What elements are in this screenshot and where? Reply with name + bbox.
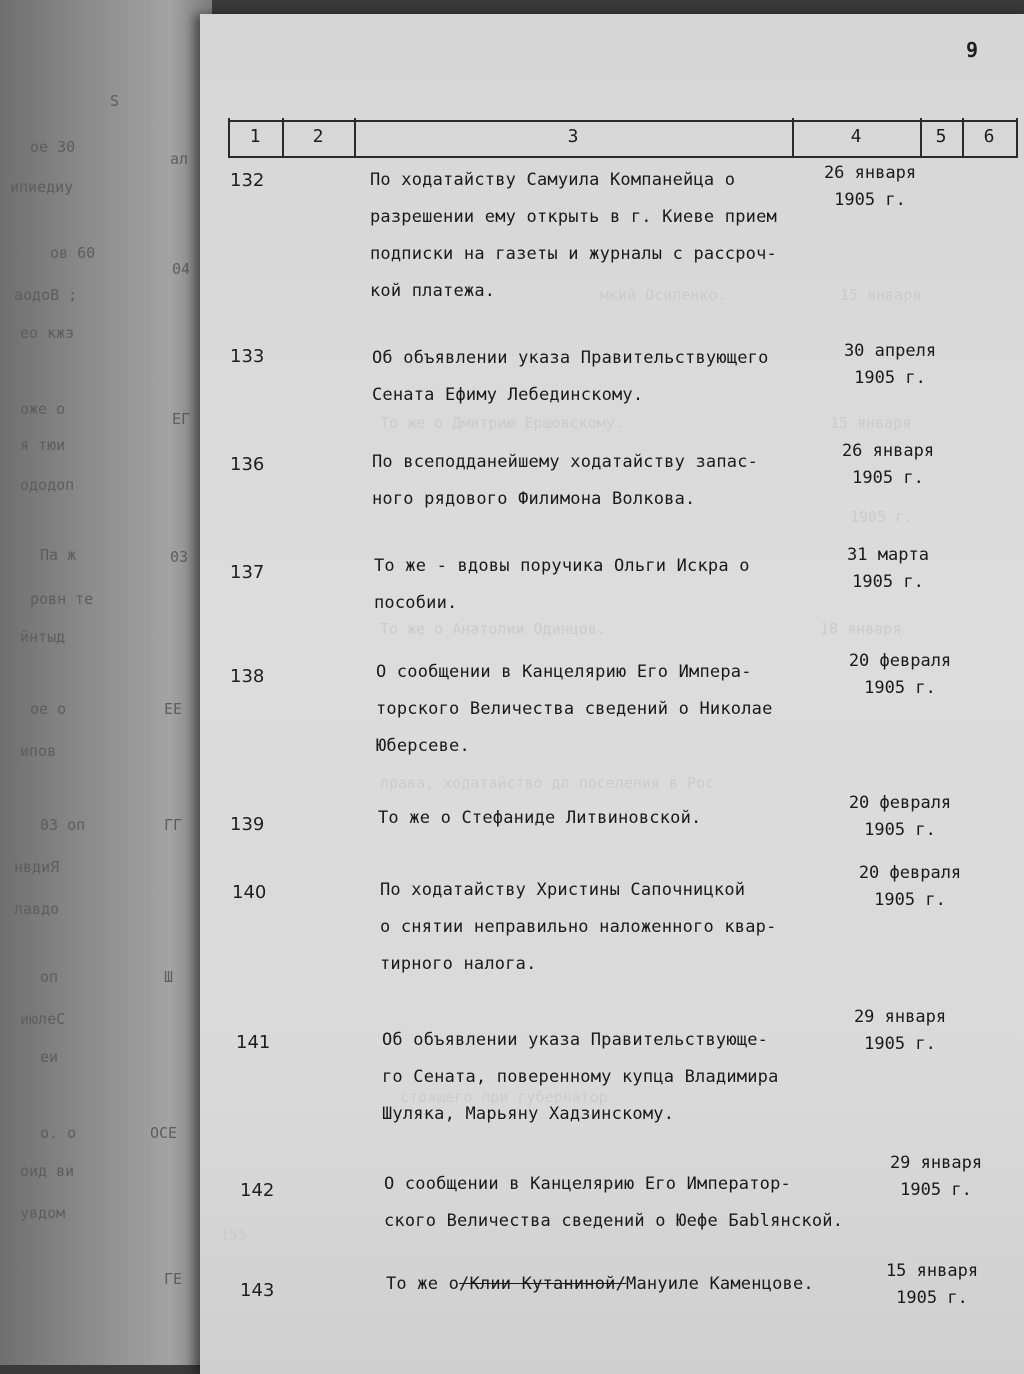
bleed-text: ео кжэ <box>20 324 75 342</box>
bleed-text: ГГ <box>164 816 183 834</box>
case-date: 29 января 1905 г. <box>889 1153 983 1200</box>
show-through-text: 155 <box>220 1226 248 1244</box>
show-through-text: То же о Дмитрию Ершовскому. <box>380 414 624 432</box>
case-date: 29 января 1905 г. <box>853 1007 947 1054</box>
show-through-text: права, ходатайство дл поселения в Рос <box>380 774 715 792</box>
description-line: Об объявлении указа Правительствующего <box>372 348 769 368</box>
description-line: О сообщении в Канцелярию Его Импера- <box>376 662 752 682</box>
bleed-text: 04 <box>172 260 191 278</box>
show-through-text: 15 января <box>830 414 912 432</box>
bleed-text: лавдо <box>14 900 60 918</box>
case-date: 15 января 1905 г. <box>885 1261 979 1308</box>
description-line: По ходатайству Христины Сапочницкой <box>380 880 746 900</box>
case-date: 30 апреля 1905 г. <box>843 341 937 388</box>
column-header-1: 1 <box>249 126 261 147</box>
bleed-text: ипов <box>20 742 57 760</box>
case-number: 139 <box>230 814 265 835</box>
bleed-text: ровн те <box>30 590 94 608</box>
bleed-text: 03 оп <box>40 816 86 834</box>
case-description <box>374 548 750 622</box>
bleed-text: Па ж <box>40 546 77 564</box>
show-through-text: мкий Осипенко. <box>600 286 727 304</box>
case-number: 141 <box>236 1032 271 1053</box>
description-line: кой платежа. <box>370 281 496 301</box>
description-line: ского Величества сведений о Юефе Бablянской. <box>384 1211 844 1231</box>
column-header-3: 3 <box>567 126 579 147</box>
bleed-text: оп <box>40 968 59 986</box>
column-header-2: 2 <box>312 126 324 147</box>
description-line: Об объявлении указа Правительствующе- <box>382 1030 769 1050</box>
case-description <box>376 654 773 765</box>
description-line: го Сената, поверенному купца Владимира <box>382 1067 779 1087</box>
description-line: ного рядового Филимона Волкова. <box>372 489 696 509</box>
description-line: То же - вдовы поручика Ольги Искра о <box>374 556 750 576</box>
description-line: По ходатайству Самуила Компанейца о <box>370 170 736 190</box>
struck-out-text: /Клии Кутаниной/ <box>459 1274 627 1294</box>
description-line: разрешении ему открыть в г. Киеве прием <box>370 207 777 227</box>
bleed-text: ипиедиу <box>10 178 74 196</box>
bleed-text: ое 30 <box>30 138 76 156</box>
bleed-text: ОСЕ <box>150 1124 178 1142</box>
case-description <box>386 1266 814 1303</box>
bleed-text: ододоп <box>20 476 75 494</box>
page-number: 9 <box>966 38 979 62</box>
case-description <box>384 1166 843 1240</box>
column-header-6: 6 <box>983 126 995 147</box>
bleed-text: оид ви <box>20 1162 75 1180</box>
case-number: 143 <box>240 1280 275 1301</box>
bleed-text: Ш <box>164 968 174 986</box>
case-date: 26 января 1905 г. <box>823 163 917 210</box>
bleed-text: 03 <box>170 548 189 566</box>
case-description <box>372 444 758 518</box>
case-date: 20 февраля 1905 г. <box>848 651 952 698</box>
description-line: подписки на газеты и журналы с рассроч- <box>370 244 777 264</box>
bleed-text: ов 60 <box>50 244 96 262</box>
description-line: Сената Ефиму Лебединскому. <box>372 385 644 405</box>
bleed-text: ал <box>170 150 189 168</box>
show-through-text: То же о Анатолии Одинцов. <box>380 620 606 638</box>
column-header-4: 4 <box>850 126 862 147</box>
description-line: пособии. <box>374 593 458 613</box>
case-date: 26 января 1905 г. <box>841 441 935 488</box>
show-through-text: 18 января <box>820 620 902 638</box>
case-description <box>380 872 777 983</box>
bleed-text: ГЕ <box>164 1270 183 1288</box>
case-description <box>372 340 769 414</box>
bleed-text: аодоВ ; <box>14 286 78 304</box>
bleed-text: S <box>110 92 120 110</box>
bleed-text: оже о <box>20 400 66 418</box>
show-through-text: 1905 г. <box>850 508 914 526</box>
column-divider <box>1016 118 1018 156</box>
case-number: 140 <box>232 882 267 903</box>
show-through-text: стоящего при губернатор <box>400 1088 608 1106</box>
case-description <box>382 1022 779 1133</box>
description-line: тирного налога. <box>380 954 537 974</box>
bleed-text: йнтыд <box>20 628 66 646</box>
bleed-text: о. о <box>40 1124 77 1142</box>
case-number: 138 <box>230 666 265 687</box>
case-number: 132 <box>230 170 265 191</box>
case-date: 31 марта 1905 г. <box>847 545 929 592</box>
case-description <box>378 800 701 837</box>
case-number: 142 <box>240 1180 275 1201</box>
description-text: То же о <box>386 1274 460 1294</box>
description-line: По всеподданейшему ходатайству запас- <box>372 452 759 472</box>
description-line: Шуляка, Марьяну Хадзинскому. <box>382 1104 675 1124</box>
description-line: То же о Стефаниде Литвиновской. <box>378 808 702 828</box>
description-line: Юберсеве. <box>376 736 470 756</box>
bleed-text: я тюи <box>20 436 66 454</box>
bleed-text: ое о <box>30 700 67 718</box>
description-line: торского Величества сведений о Николае <box>376 699 773 719</box>
description-line: О сообщении в Канцелярию Его Император- <box>384 1174 791 1194</box>
show-through-text: 15 января <box>840 286 922 304</box>
description-line: о снятии неправильно наложенного квар- <box>380 917 777 937</box>
case-description <box>370 162 777 310</box>
bleed-text: нвдиЯ <box>14 858 60 876</box>
bleed-text: ЕГ <box>172 410 191 428</box>
bleed-text: июлеС <box>20 1010 66 1028</box>
case-date: 20 февраля 1905 г. <box>848 793 952 840</box>
case-date: 20 февраля 1905 г. <box>858 863 962 910</box>
case-number: 133 <box>230 346 265 367</box>
case-number: 136 <box>230 454 265 475</box>
bleed-text: увдом <box>20 1204 66 1222</box>
description-text: Мануиле Каменцове. <box>626 1274 814 1294</box>
bleed-text: ЕЕ <box>164 700 183 718</box>
bleed-text: еи <box>40 1048 59 1066</box>
column-header-5: 5 <box>935 126 947 147</box>
underlying-left-page <box>0 0 212 1365</box>
case-number: 137 <box>230 562 265 583</box>
